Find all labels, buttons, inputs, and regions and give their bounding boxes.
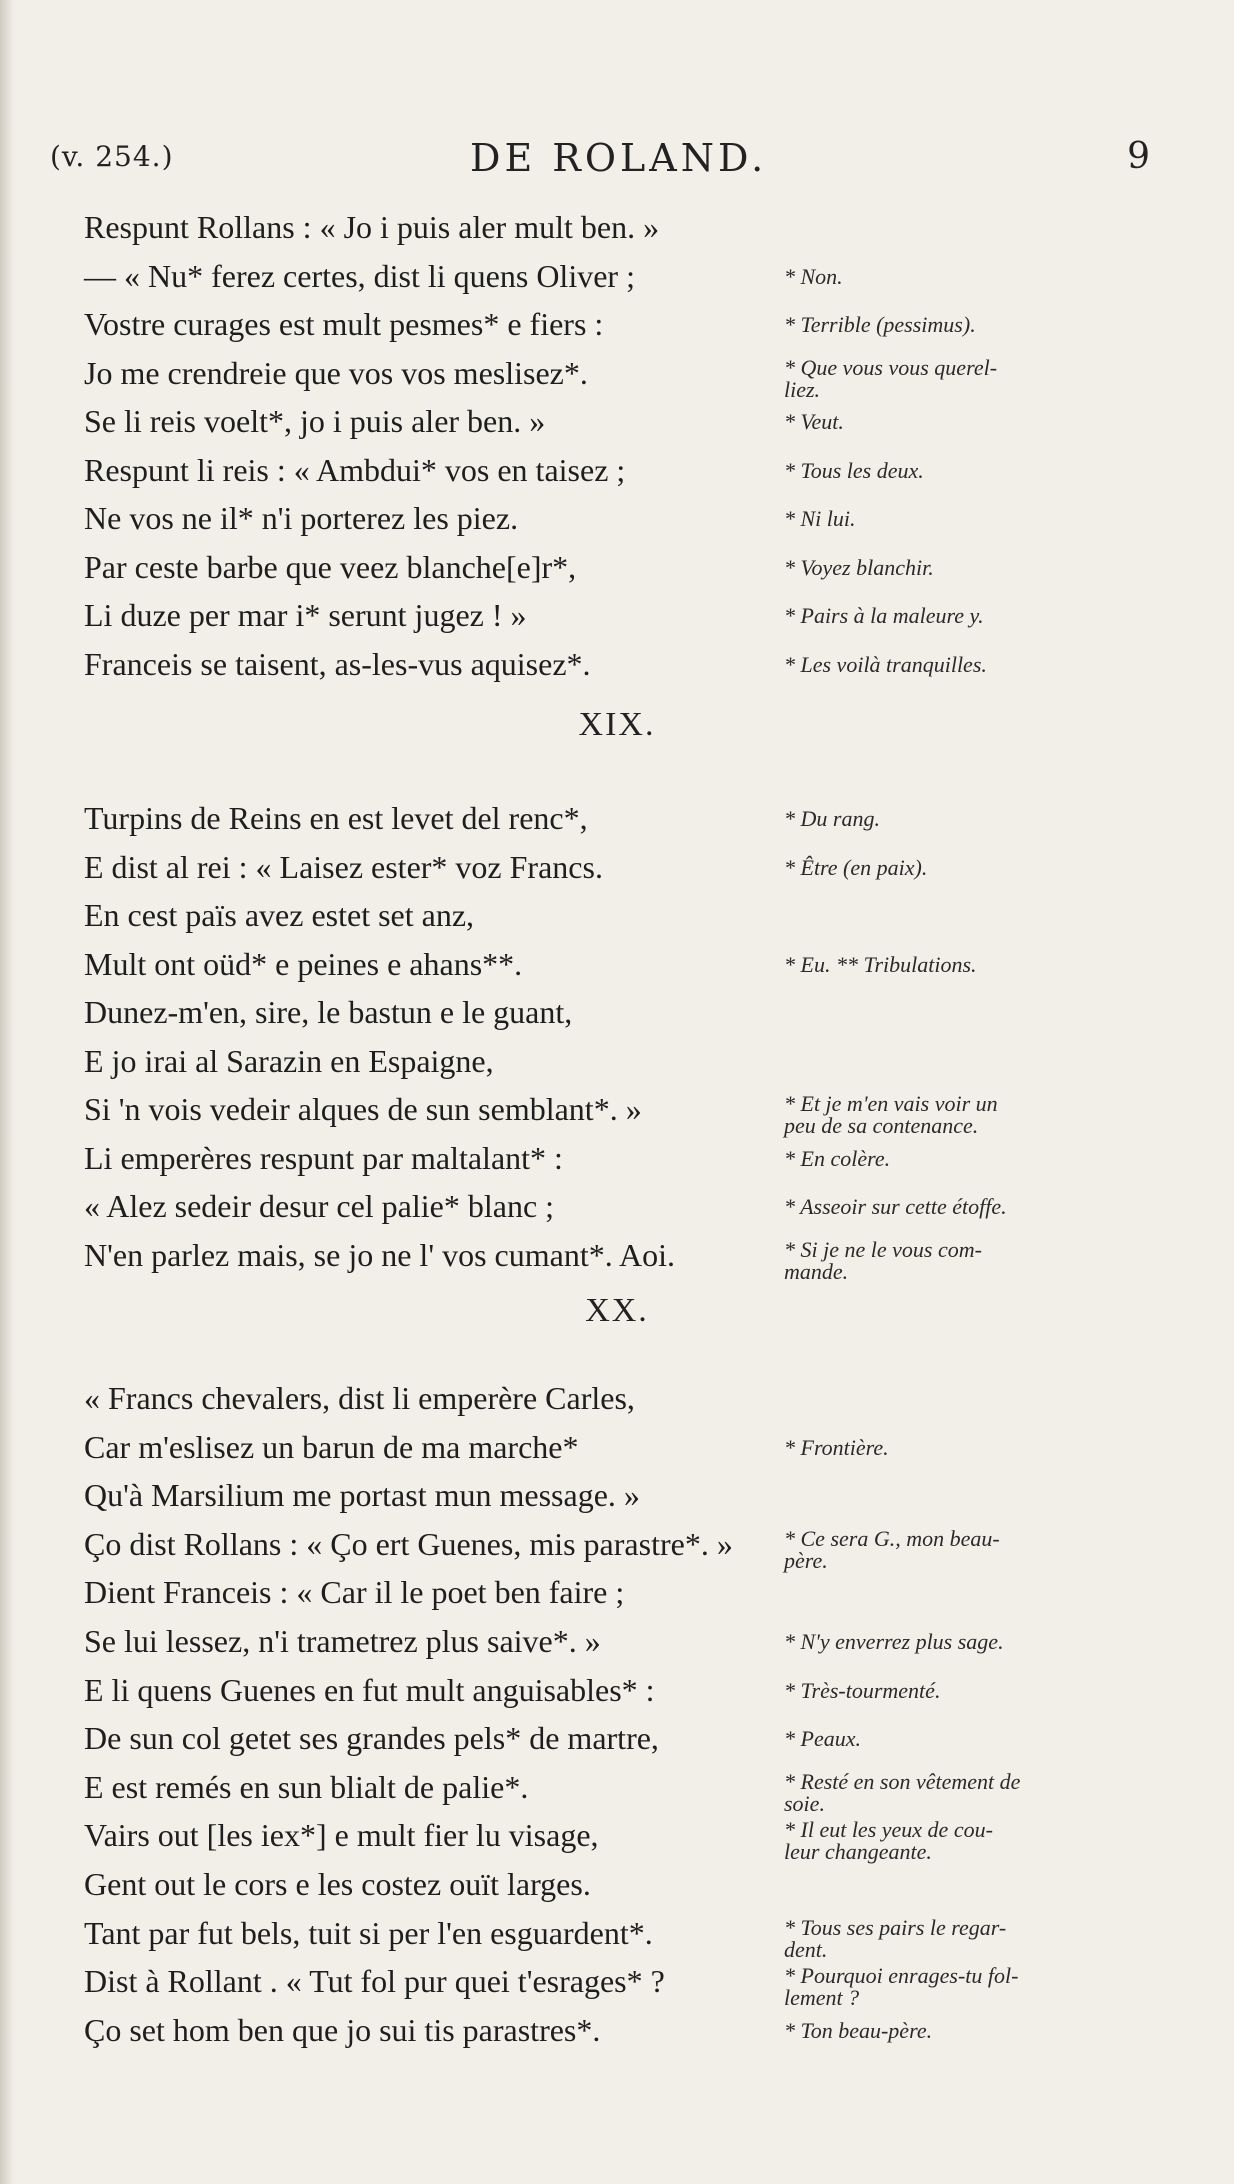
verse-row (84, 990, 1174, 1039)
verse-reference: (v. 254.) (50, 140, 174, 173)
margin-gloss: * Être (en paix). (784, 854, 928, 880)
verse-line: Ço set hom ben que jo sui tis parastres*. (84, 2011, 601, 2048)
stanza-block-2 (84, 796, 1174, 1284)
margin-gloss: * Ce sera G., mon beau- père. (784, 1525, 1000, 1573)
verse-line: En cest païs avez estet set anz, (84, 897, 475, 933)
verse-line: De sun col getet ses grandes pels* de martre, (84, 1720, 659, 1757)
verse-line: E li quens Guenes en fut mult anguisables* : (84, 1671, 655, 1708)
verse-row (84, 254, 1174, 303)
margin-gloss: * Ton beau-père. (784, 2017, 933, 2043)
verse-row (84, 351, 1174, 400)
verse-line: Vostre curages est mult pesmes* e fiers : (84, 306, 604, 342)
verse-line: Ço dist Rollans : « Ço ert Guenes, mis parastre*. » (84, 1525, 733, 1562)
verse-row (84, 1522, 1174, 1571)
margin-gloss: * Que vous vous querel- liez. (784, 354, 998, 402)
verse-line: N'en parlez mais, se jo ne l' vos cumant*. Aoi. (84, 1236, 675, 1273)
margin-gloss: * En colère. (784, 1145, 891, 1171)
margin-gloss: * Les voilà tranquilles. (784, 651, 987, 677)
verse-line: E est remés en sun blialt de palie*. (84, 1768, 529, 1805)
verse-line: Li emperères respunt par maltalant* : (84, 1139, 563, 1176)
running-title: DE ROLAND. (470, 136, 768, 180)
verse-line: Turpins de Reins en est levet del renc*, (84, 800, 588, 836)
verse-row (84, 1911, 1174, 1960)
margin-gloss: * Voyez blanchir. (784, 554, 934, 580)
verse-line: E jo irai al Sarazin en Espaigne, (84, 1042, 494, 1079)
stanza-block-1 (84, 205, 1174, 690)
verse-line: Li duze per mar i* serunt jugez ! » (84, 597, 527, 633)
verse-row (84, 796, 1174, 845)
verse-line: Tant par fut bels, tuit si per l'en esguardent*. (84, 1914, 653, 1951)
margin-gloss: * N'y enverrez plus sage. (784, 1628, 1004, 1654)
verse-line: Dunez-m'en, sire, le bastun e le guant, (84, 994, 573, 1030)
verse-line: Respunt li reis : « Ambdui* vos en taisez ; (84, 451, 626, 488)
verse-row (84, 642, 1174, 691)
verse-row (84, 205, 1174, 254)
verse-line: Ne vos ne il* n'i porterez les piez. (84, 500, 519, 536)
verse-line: Gent out le cors e les costez ouït larges. (84, 1865, 591, 1902)
margin-gloss: * Ni lui. (784, 506, 856, 531)
margin-gloss: * Si je ne le vous com- mande. (784, 1236, 982, 1284)
verse-line: — « Nu* ferez certes, dist li quens Oliver ; (84, 257, 635, 294)
margin-gloss: * Terrible (pessimus). (784, 312, 976, 337)
verse-row (84, 1233, 1174, 1282)
page-number: 9 (1127, 136, 1150, 177)
verse-row (84, 1087, 1174, 1136)
margin-gloss: * Non. (784, 263, 843, 289)
verse-row (84, 893, 1174, 942)
verse-row (84, 1862, 1174, 1911)
verse-line: Respunt Rollans : « Jo i puis aler mult ben. » (84, 209, 660, 245)
verse-row (84, 1473, 1174, 1522)
verse-row (84, 302, 1174, 351)
margin-gloss: * Tous ses pairs le regar- dent. (784, 1914, 1007, 1962)
verse-line: Car m'eslisez un barun de ma marche* (84, 1428, 579, 1465)
margin-gloss: * Tous les deux. (784, 457, 924, 483)
verse-row (84, 399, 1174, 448)
verse-line: « Alez sedeir desur cel palie* blanc ; (84, 1188, 555, 1224)
verse-line: « Francs chevalers, dist li emperère Carles, (84, 1380, 635, 1416)
margin-gloss: * Resté en son vêtement de soie. (784, 1768, 1021, 1816)
verse-row (84, 1813, 1174, 1865)
margin-gloss: * Pourquoi enrages-tu fol- lement ? (784, 1963, 1019, 2011)
margin-gloss: * Eu. ** Tribulations. (784, 951, 977, 977)
verse-line: Vairs out [les iex*] e mult fier lu visage, (84, 1817, 599, 1854)
verse-row (84, 1136, 1174, 1185)
margin-gloss: * Pairs à la maleure y. (784, 603, 984, 628)
verse-line: Dist à Rollant . « Tut fol pur quei t'esrages* ? (84, 1963, 665, 2000)
margin-gloss: * Et je m'en vais voir un peu de sa contenance. (784, 1091, 998, 1138)
margin-gloss: * Veut. (784, 409, 844, 434)
verse-row (84, 1619, 1174, 1668)
margin-gloss: * Du rang. (784, 806, 880, 831)
section-title-xx: XX. (585, 1292, 649, 1329)
verse-row (84, 942, 1174, 991)
verse-row (84, 2008, 1174, 2057)
verse-row (84, 1959, 1174, 2011)
section-title-xix: XIX. (578, 706, 656, 743)
verse-row (84, 496, 1174, 545)
verse-row (84, 545, 1174, 594)
margin-gloss: * Frontière. (784, 1434, 889, 1460)
verse-row (84, 845, 1174, 894)
verse-line: Se lui lessez, n'i trametrez plus saive*. » (84, 1622, 601, 1659)
margin-gloss: * Il eut les yeux de cou- leur changeante. (784, 1817, 993, 1865)
verse-line: Franceis se taisent, as-les-vus aquisez*. (84, 645, 591, 682)
verse-row (84, 593, 1174, 642)
verse-line: Qu'à Marsilium me portast mun message. » (84, 1477, 640, 1514)
verse-row (84, 1376, 1174, 1425)
verse-row (84, 1425, 1174, 1474)
verse-row (84, 1668, 1174, 1717)
running-head (50, 128, 1150, 188)
verse-row (84, 448, 1174, 497)
stanza-block-3 (84, 1376, 1174, 2056)
verse-line: Jo me crendreie que vos vos meslisez*. (84, 354, 588, 391)
verse-row (84, 1765, 1174, 1814)
verse-row (84, 1570, 1174, 1619)
verse-row (84, 1039, 1174, 1088)
margin-gloss: * Asseoir sur cette étoffe. (784, 1194, 1007, 1219)
verse-line: Par ceste barbe que veez blanche[e]r*, (84, 548, 577, 585)
verse-row (84, 1716, 1174, 1765)
verse-line: Mult ont oüd* e peines e ahans**. (84, 945, 523, 982)
verse-row (84, 1184, 1174, 1233)
verse-line: Dient Franceis : « Car il le poet ben faire ; (84, 1574, 625, 1611)
verse-line: Si 'n vois vedeir alques de sun semblant*. » (84, 1091, 642, 1127)
margin-gloss: * Peaux. (784, 1726, 861, 1752)
verse-line: E dist al rei : « Laisez ester* voz Francs. (84, 848, 603, 885)
verse-line: Se li reis voelt*, jo i puis aler ben. » (84, 403, 546, 439)
margin-gloss: * Très-tourmenté. (784, 1677, 941, 1703)
